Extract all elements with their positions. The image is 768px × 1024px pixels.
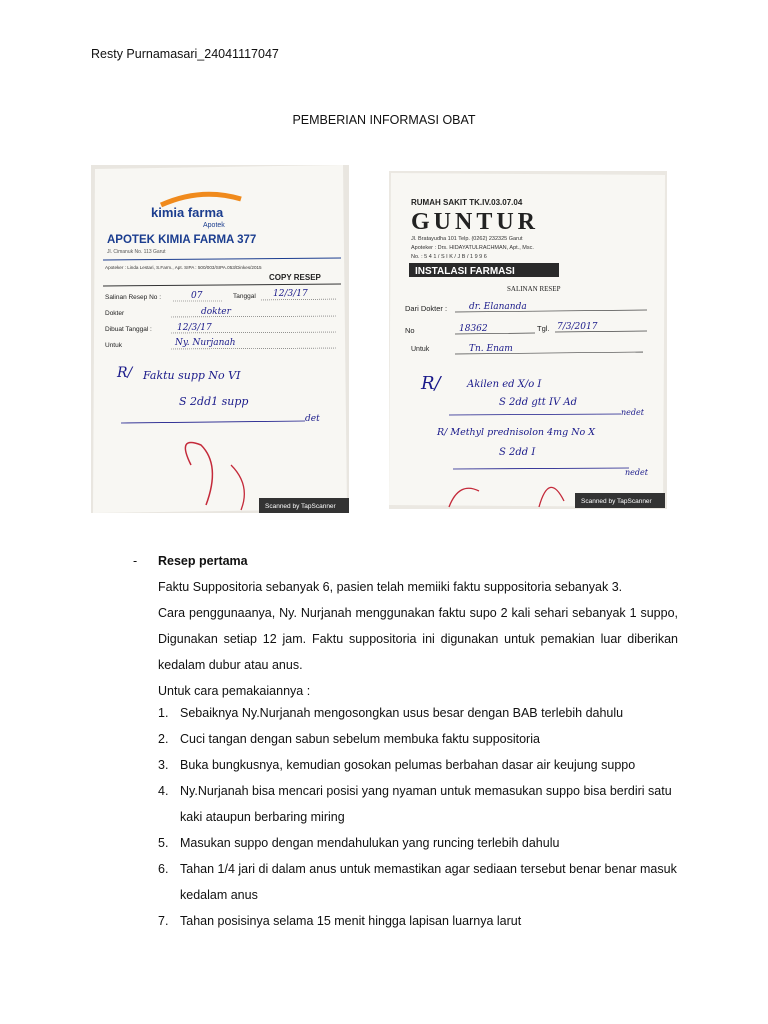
svg-text:Tanggal: Tanggal (233, 293, 256, 300)
svg-text:Apotek: Apotek (203, 222, 225, 229)
svg-text:No. : 5 4 1 / S I K / J B / 1: No. : 5 4 1 / S I K / J B / 1 9 9 6 (411, 254, 487, 260)
svg-text:S 2dd I: S 2dd I (499, 447, 536, 458)
svg-text:Dibuat Tanggal :: Dibuat Tanggal : (105, 326, 152, 333)
usage-paragraph: Cara penggunaanya, Ny. Nurjanah menggunakan faktu supo 2 kali sehari sebanyak 1 suppo, Digunakan setiap 12 jam. Faktu suppositoria ini digunakan untuk pemakian luar diberikan kedalam dubur atau anus. (158, 606, 678, 672)
pharmacy-name: APOTEK KIMIA FARMA 377 (107, 234, 257, 246)
step-item: 1. Sebaiknya Ny.Nurjanah mengosongkan usus besar dengan BAB terlebih dahulu (158, 706, 624, 720)
section-heading: Resep pertama (158, 554, 248, 568)
svg-text:Ny. Nurjanah: Ny. Nurjanah (175, 338, 236, 348)
svg-text:12/3/17: 12/3/17 (177, 323, 212, 333)
prescription-photo-guntur-drawing (389, 171, 667, 509)
svg-text:R/: R/ (117, 365, 133, 381)
svg-text:18362: 18362 (459, 324, 488, 334)
usage-steps (158, 700, 678, 934)
step-item: 6. Tahan 1/4 jari di dalam anus untuk memastikan agar sediaan tersebut benar benar masuk kedalam anus (158, 862, 677, 902)
instalasi-farmasi-banner: INSTALASI FARMASI (415, 266, 515, 277)
svg-text:No: No (405, 326, 415, 335)
step-item: 2. Cuci tangan dengan sabun sebelum membuka faktu suppositoria (158, 732, 540, 746)
svg-text:nedet: nedet (625, 468, 648, 477)
svg-text:Tn. Enam: Tn. Enam (469, 344, 513, 354)
svg-text:R/ Methyl prednisolon 4mg No X: R/ Methyl prednisolon 4mg No X (437, 427, 596, 438)
svg-text:det: det (305, 414, 320, 424)
step-item: 5. Masukan suppo dengan mendahulukan yang runcing terlebih dahulu (158, 836, 560, 850)
step-item: 3. Buka bungkusnya, kemudian gosokan pelumas berbahan dasar air keujung suppo (158, 758, 636, 772)
brand-text: kimia farma (151, 205, 224, 220)
svg-text:nedet: nedet (621, 408, 644, 417)
svg-text:SALINAN RESEP: SALINAN RESEP (507, 285, 561, 293)
svg-text:Dari Dokter :: Dari Dokter : (405, 304, 448, 313)
step-item: 4. Ny.Nurjanah bisa mencari posisi yang nyaman untuk memasukan suppo bisa berdiri satu kaki ataupun berbaring miring (158, 784, 672, 824)
step-item: 7. Tahan posisinya selama 15 menit hingga lapisan luarnya larut (158, 914, 522, 928)
svg-text:RUMAH SAKIT TK.IV.03.07.04: RUMAH SAKIT TK.IV.03.07.04 (411, 198, 523, 207)
prescription-photo-guntur (389, 171, 667, 509)
svg-text:Jl. Bratayudha 101 Telp. (0262: Jl. Bratayudha 101 Telp. (0262) 232325 Garut (411, 236, 523, 242)
svg-text:Faktu supp No VI: Faktu supp No VI (143, 369, 241, 382)
svg-text:S 2dd1 supp: S 2dd1 supp (179, 395, 249, 408)
svg-text:Jl. Cimanuk No. 113 Garut: Jl. Cimanuk No. 113 Garut (107, 249, 166, 255)
usage-heading: Untuk cara pemakaiannya : (158, 684, 311, 698)
svg-text:Dokter: Dokter (105, 310, 125, 317)
svg-text:S 2dd gtt IV Ad: S 2dd gtt IV Ad (499, 397, 577, 408)
svg-text:Apoteker : Drs. HIDAYATULRACHM: Apoteker : Drs. HIDAYATULRACHMAN, Apt., Msc. (411, 245, 534, 251)
svg-text:12/3/17: 12/3/17 (273, 289, 308, 299)
svg-text:Akilen ed X/o I: Akilen ed X/o I (467, 379, 542, 390)
prescription-photo-kimia-farma-drawing (91, 165, 349, 513)
svg-text:7/3/2017: 7/3/2017 (557, 322, 598, 332)
svg-text:Salinan Resep No :: Salinan Resep No : (105, 294, 162, 301)
prescription-photo-kimia-farma (91, 165, 349, 513)
svg-text:Tgl.: Tgl. (537, 324, 550, 333)
svg-text:Apoteker : Linda Lestari, S.Fa: Apoteker : Linda Lestari, S.Farm., Apt. SIPA : 500/003/SIPA.053/Dinkes/2015 (105, 265, 262, 270)
svg-text:07: 07 (191, 291, 203, 301)
document-title: PEMBERIAN INFORMASI OBAT (292, 113, 476, 127)
svg-text:R/: R/ (421, 373, 441, 394)
hospital-name: GUNTUR (411, 209, 540, 235)
copy-resep-label: COPY RESEP (269, 273, 321, 282)
svg-text:Untuk: Untuk (411, 346, 430, 353)
svg-text:dokter: dokter (201, 307, 231, 317)
quantity-line: Faktu Suppositoria sebanyak 6, pasien telah memiiki faktu suppositoria sebanyak 3. (158, 580, 623, 594)
scanner-watermark: Scanned by TapScanner (265, 503, 336, 510)
scanner-watermark: Scanned by TapScanner (581, 498, 652, 505)
author-line: Resty Purnamasari_24041117047 (91, 47, 279, 61)
section-bullet: - (133, 554, 138, 568)
svg-text:dr. Elananda: dr. Elananda (469, 302, 527, 312)
svg-text:Untuk: Untuk (105, 342, 122, 349)
